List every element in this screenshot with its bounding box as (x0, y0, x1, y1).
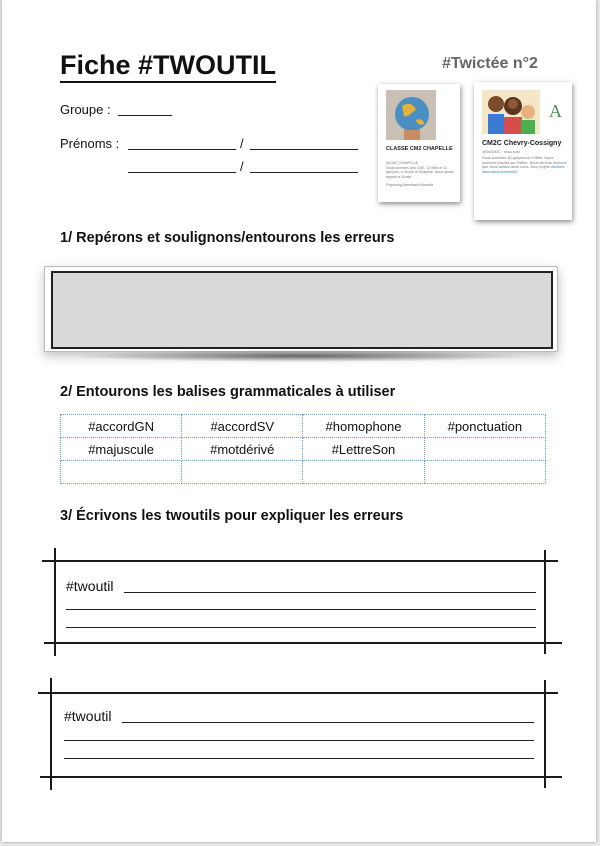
answer-line[interactable] (66, 609, 536, 610)
class-card (378, 84, 460, 202)
card-name: CM2C Chevry-Cossigny (482, 140, 562, 147)
tag-cell[interactable]: #ponctuation (424, 415, 545, 438)
frame-border-top (42, 560, 558, 562)
answer-line[interactable] (124, 592, 536, 593)
kids-avatar (482, 90, 540, 134)
table-row (61, 438, 546, 461)
prenom-field-3[interactable] (128, 172, 236, 173)
groupe-label: Groupe : (60, 102, 111, 117)
prenom-field-4[interactable] (250, 172, 358, 173)
answer-line[interactable] (64, 740, 534, 741)
card-location: Flaymung Artembach Moselle (386, 183, 434, 187)
tag-cell[interactable]: #accordSV (182, 415, 303, 438)
tags-table (60, 414, 546, 484)
answer-line[interactable] (66, 627, 536, 628)
card-bio-hashtags[interactable]: #twictée #atouslesnombresB2 (482, 165, 565, 175)
section-2-heading: 2/ Entourons les balises grammaticales à utiliser (60, 384, 396, 400)
tag-cell[interactable] (424, 438, 545, 461)
letter-a-icon (546, 100, 566, 120)
answer-line[interactable] (122, 722, 534, 723)
tweet-area (51, 271, 553, 349)
tag-cell[interactable] (61, 461, 182, 484)
tweet-frame (44, 266, 558, 352)
frame-border-right (544, 680, 546, 788)
prenom-field-1[interactable] (128, 149, 236, 150)
section-1-heading: 1/ Repérons et soulignons/entourons les erreurs (60, 230, 395, 246)
tag-cell[interactable]: #majuscule (61, 438, 182, 461)
groupe-field[interactable] (118, 115, 172, 116)
section-3-heading: 3/ Écrivons les twoutils pour expliquer les erreurs (60, 508, 404, 524)
prenoms-label: Prénoms : (60, 136, 120, 151)
table-row (61, 415, 546, 438)
tweet-shadow (72, 350, 532, 362)
twoutil-label: #twoutil (66, 578, 114, 594)
twoutil-frame-1 (42, 548, 562, 656)
tag-cell[interactable]: #homophone (303, 415, 424, 438)
class-card (474, 82, 572, 220)
frame-border-bottom (44, 642, 562, 644)
svg-text:A: A (549, 101, 562, 120)
card-name: CLASSE CM2 CHAPELLE (386, 146, 453, 152)
prenom-field-2[interactable] (250, 149, 358, 150)
twoutil-label: #twoutil (64, 708, 112, 724)
frame-border-left (50, 678, 52, 790)
tag-cell[interactable]: #motdérivé (182, 438, 303, 461)
prenom-separator: / (240, 136, 244, 151)
worksheet-page (2, 0, 596, 842)
twoutil-frame-2 (38, 678, 562, 790)
card-handle: @CM2_CHAPELLE (386, 161, 419, 165)
tag-cell[interactable]: #LettreSon (303, 438, 424, 461)
tag-cell[interactable] (182, 461, 303, 484)
table-row (61, 461, 546, 484)
card-bio (482, 156, 568, 175)
page-title: Fiche #TWOUTIL (60, 50, 276, 83)
tag-cell[interactable]: #accordGN (61, 415, 182, 438)
card-bio-text: Nous sommes 16 garçons et 9 filles. Nous sommes inscrits sur Twitter. Nous serions heureux que vous twittiez avec nous. Nos projets (482, 156, 567, 170)
frame-border-top (38, 692, 558, 694)
card-handle: @SixCM2C · nous suivi (482, 150, 520, 154)
frame-border-left (54, 548, 56, 656)
twictee-number: #Twictée n°2 (442, 55, 538, 72)
card-bio: Nous sommes des CM2, 13 filles et 11 garçons, à l'école la Chapelle. Nous avons appelé le Gratin (386, 166, 454, 179)
tag-cell[interactable] (424, 461, 545, 484)
frame-border-right (544, 550, 546, 654)
frame-border-bottom (40, 776, 562, 778)
globe-avatar (386, 90, 436, 140)
answer-line[interactable] (64, 758, 534, 759)
tag-cell[interactable] (303, 461, 424, 484)
prenom-separator: / (240, 159, 244, 174)
